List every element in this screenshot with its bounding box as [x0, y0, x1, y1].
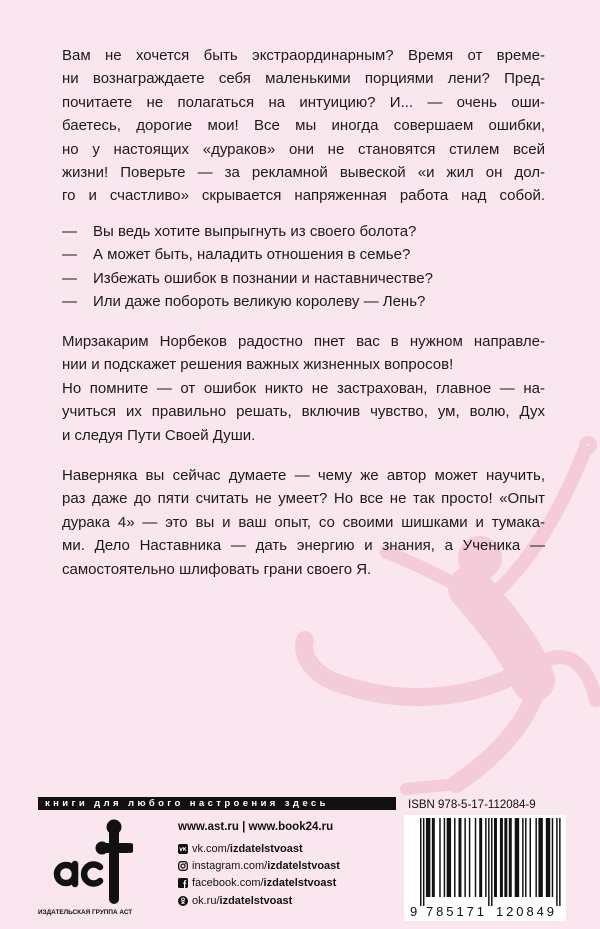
barcode-bar — [509, 818, 512, 897]
social-handle: izdatelstvoast — [219, 894, 293, 907]
isbn-label: ISBN 978-5-17-112084-9 — [408, 799, 536, 811]
social-facebook — [178, 875, 340, 892]
closing-line: Наверняка вы сейчас думаете — чему же автор может научить, — [62, 467, 545, 484]
barcode-bar — [504, 818, 507, 897]
author-line: нии и подскажет решения важных жизненных вопросов! — [62, 356, 454, 374]
barcode-guard-bar — [556, 818, 557, 906]
list-dash: — — [62, 223, 77, 240]
intro-line: Вам не хочется быть экстраординарным? Время от време- — [62, 47, 545, 64]
ean13-barcode — [404, 815, 566, 921]
barcode-bar — [525, 818, 526, 897]
question-item — [62, 267, 545, 290]
barcode-guard-bar — [420, 818, 421, 906]
barcode-guard-bar — [488, 818, 489, 906]
barcode-bar — [475, 818, 476, 897]
barcode-bar — [546, 818, 550, 897]
ok-icon — [178, 896, 188, 906]
social-prefix: facebook.com/ — [192, 877, 264, 890]
barcode-bar — [439, 818, 440, 897]
intro-line: почитаете не полагаться на интуицию? И... — очень оши- — [62, 93, 545, 111]
question-text: Или даже побороть великую королеву — Лень? — [93, 293, 426, 311]
barcode-bar — [447, 818, 451, 897]
barcode-bar — [479, 818, 482, 897]
instagram-icon — [178, 861, 188, 871]
intro-line: баетесь, дорогие мои! Все мы иногда совершаем ошибки, — [62, 117, 545, 135]
author-line: Но помните — от ошибок никто не застрахован, главное — на- — [62, 379, 545, 397]
barcode-bar — [485, 818, 486, 897]
list-dash: — — [62, 246, 77, 264]
closing-line: самостоятельно шлифовать грани своего Я. — [62, 560, 372, 578]
social-ok — [178, 892, 340, 909]
author-paragraph — [62, 330, 545, 447]
question-text: А может быть, наладить отношения в семье? — [93, 246, 411, 264]
social-prefix: ok.ru/ — [192, 894, 220, 907]
intro-line: го и счастливо» скрывается напряженная работа над собой. — [62, 187, 545, 205]
facebook-icon — [178, 878, 188, 888]
barcode-bar — [515, 818, 519, 897]
list-dash: — — [62, 293, 77, 311]
barcode-bar — [535, 818, 536, 897]
website-links: www.ast.ru | www.book24.ru — [178, 821, 334, 833]
vk-icon — [178, 844, 188, 854]
question-item — [62, 290, 545, 313]
author-line: учиться их правильно решать, включив чувство, ум, волю, Дух — [62, 403, 545, 421]
barcode-bar — [464, 818, 465, 897]
barcode-guard-bar — [491, 818, 492, 906]
barcode-first-digit: 9 — [410, 904, 418, 919]
closing-paragraph — [62, 464, 545, 581]
social-links — [178, 840, 340, 909]
barcode-bar — [432, 818, 435, 897]
social-instagram — [178, 857, 340, 874]
barcode-bar — [522, 818, 523, 897]
ast-logo — [38, 818, 133, 908]
question-item — [62, 220, 545, 243]
author-line: Мирзакарим Норбеков радостно пнет вас в нужном направле- — [62, 333, 545, 350]
intro-paragraph — [62, 44, 545, 208]
barcode-bar — [458, 818, 461, 897]
barcode-bar — [444, 818, 445, 897]
barcode-bar — [426, 818, 430, 897]
barcode-bar — [538, 818, 542, 897]
barcode-left-digits: 785171 — [426, 904, 484, 919]
author-line: и следуя Пути Своей Души. — [62, 426, 256, 444]
closing-line: ми. Дело Наставника — дать энергию и знания, а Ученика — — [62, 537, 545, 555]
social-handle: izdatelstvoast — [263, 877, 337, 890]
intro-line: ни вознаграждаете себя маленькими порциями лени? Пред- — [62, 70, 545, 88]
intro-line: жизни! Поверьте — за рекламной вывеской «и жил он дол- — [62, 163, 545, 181]
intro-line: но у настоящих «дураков» они не становятся стилем всей — [62, 140, 545, 158]
barcode-bar — [552, 818, 553, 897]
social-handle: izdatelstvoast — [267, 859, 340, 872]
slogan-banner: книги для любого настроения здесь — [38, 797, 396, 810]
barcode-right-digits: 120849 — [496, 904, 554, 919]
social-prefix: instagram.com/ — [192, 859, 268, 872]
question-list — [62, 220, 545, 314]
barcode-bar — [530, 818, 531, 897]
barcode-bar — [454, 818, 455, 897]
barcode-bar — [469, 818, 470, 897]
barcode-guard-bar — [423, 818, 424, 906]
social-handle: izdatelstvoast — [229, 842, 303, 855]
social-prefix: vk.com/ — [192, 842, 230, 855]
barcode-bar — [500, 818, 503, 897]
barcode-bar — [494, 818, 497, 897]
question-item — [62, 243, 545, 266]
list-dash: — — [62, 269, 77, 287]
closing-line: дурака 4» — это вы и ваш опыт, со своими шишками и тумака- — [62, 513, 545, 531]
question-text: Вы ведь хотите выпрыгнуть из своего болота? — [93, 223, 417, 240]
barcode-guard-bar — [559, 818, 560, 906]
closing-line: раз даже до пяти считать не умеет? Но все не так просто! «Опыт — [62, 490, 545, 508]
question-text: Избежать ошибок в познании и наставничестве? — [93, 269, 433, 287]
publisher-caption: ИЗДАТЕЛЬСКАЯ ГРУППА АСТ — [38, 909, 133, 916]
social-vk — [178, 840, 340, 857]
